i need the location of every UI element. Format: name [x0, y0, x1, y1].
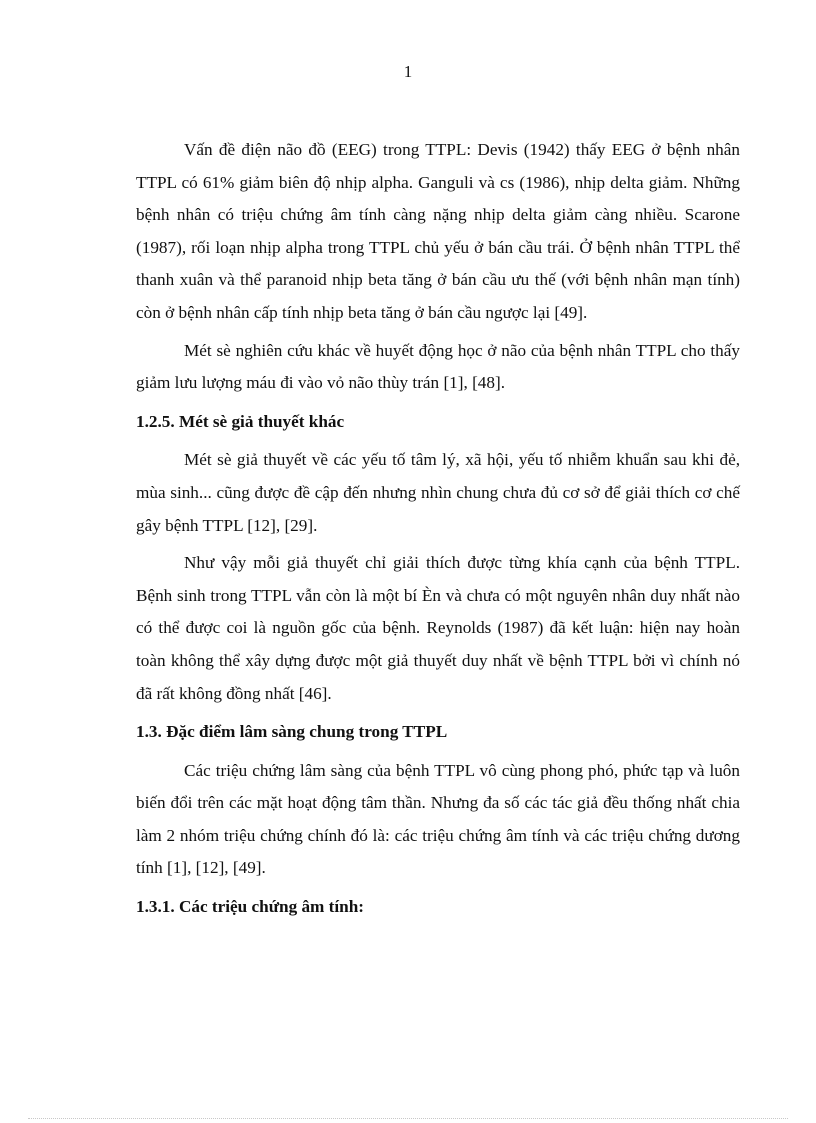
page-bottom-divider: [28, 1118, 788, 1119]
paragraph-hemodynamics: Mét sè nghiên cứu khác về huyết động học ở não của bệnh nhân TTPL cho thấy giảm lưu lượng máu đi vào vỏ não thùy trán [1], [48].: [136, 340, 740, 393]
section-heading-1-3-1: 1.3.1. Các triệu chứng âm tính:: [136, 897, 365, 917]
paragraph-eeg: Vấn đề điện não đồ (EEG) trong TTPL: Devis (1942) thấy EEG ở bệnh nhân TTPL có 61% giảm biên độ nhịp alpha. Ganguli và cs (1986), nhịp delta giảm. Những bệnh nhân có triệu chứng âm tính càng nặng nhịp delta giảm càng nhiều. Scarone (1987), rối loạn nhịp alpha trong TTPL chủ yếu ở bán cầu trái. Ở bệnh nhân TTPL thể thanh xuân và thể paranoid nhịp beta tăng ở bán cầu ưu thế (với bệnh nhân mạn tính) còn ở bệnh nhân cấp tính nhịp beta tăng ở bán cầu ngược lại [49].: [136, 140, 740, 322]
section-heading-1-3: 1.3. Đặc điểm lâm sàng chung trong TTPL: [136, 722, 448, 742]
paragraph-other-hypotheses: Mét sè giả thuyết về các yếu tố tâm lý, xã hội, yếu tố nhiễm khuẩn sau khi đẻ, mùa sinh... cũng được đề cập đến nhưng nhìn chung chưa đủ cơ sở để giải thích cơ chế gây bệnh TTPL [12], [29].: [136, 450, 740, 535]
page-number: 1: [403, 62, 413, 81]
paragraph-conclusion: Như vậy mỗi giả thuyết chỉ giải thích được từng khía cạnh của bệnh TTPL. Bệnh sinh trong TTPL vẫn còn là một bí Èn và chưa có một nguyên nhân duy nhất nào có thể được coi là nguồn gốc của bệnh. Reynolds (1987) đã kết luận: hiện nay hoàn toàn không thể xây dựng được một giả thuyết duy nhất về bệnh TTPL bởi vì chính nó đã rất không đồng nhất [46].: [136, 553, 740, 703]
document-body: [136, 134, 740, 930]
section-heading-1-2-5: 1.2.5. Mét sè giả thuyết khác: [136, 411, 345, 431]
paragraph-clinical-features: Các triệu chứng lâm sàng của bệnh TTPL vô cùng phong phó, phức tạp và luôn biến đổi trên các mặt hoạt động tâm thần. Nhưng đa số các tác giả đều thống nhất chia làm 2 nhóm triệu chứng chính đó là: các triệu chứng âm tính và các triệu chứng dương tính [1], [12], [49].: [136, 760, 740, 878]
